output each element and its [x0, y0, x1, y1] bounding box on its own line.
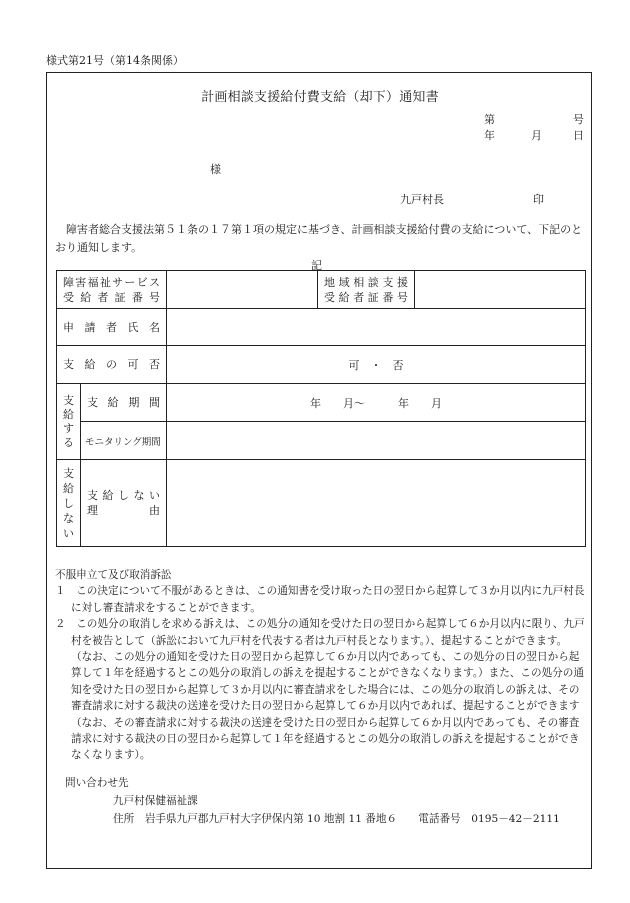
reason-label: 支給しない 理 由 — [81, 460, 167, 547]
approval-label: 支給の可否 — [57, 346, 167, 384]
table-row — [57, 309, 586, 346]
period-label: 支給期間 — [81, 384, 167, 422]
pay-group-label: 支 給 す る — [57, 384, 81, 460]
monitoring-period-value — [167, 422, 586, 460]
table-row — [57, 384, 586, 422]
appeal-notes — [55, 567, 587, 764]
notice-title: 計画相談支援給付費支給（却下）通知書 — [201, 90, 439, 105]
table-row — [57, 346, 586, 384]
year-label: 年 — [484, 129, 495, 142]
nopay-group-label: 支 給 し な い — [57, 460, 81, 547]
regional-cert-label: 地域相談支援 受給者証番号 — [318, 271, 415, 309]
table-row — [57, 422, 586, 460]
reason-value — [167, 460, 586, 547]
note-item-2-continued: （なお、この処分の通知を受けた日の翌日から起算して６か月以内であっても、この処分の日の翌日から起算して１年を経過するとこの処分の取消しの訴えを提起することができなくなります。）また、この処分の通知を受けた日の翌日から起算して３か月以内に審査請求をした場合には、この処分の取消しの訴えは、その審査請求に対する裁決の送達を受けた日の翌日から起算して６か月以内であれば、提起することができます（なお、その審査請求に対する裁決の送達を受けた日の翌日から起算して６か月以内であっても、その審査請求に対する裁決の日の翌日から起算して１年を経過するとこの処分の取消しの訴えを提起することができなくなります）。 — [71, 651, 584, 762]
table-row — [57, 271, 586, 309]
issuer-name: 九戸村長 — [400, 193, 444, 206]
note-item-1: １ この決定について不服があるときは、この通知書を受け取った日の翌日から起算して３か月以内に九戸村長に対し審査請求をすることができます。 — [55, 585, 585, 614]
notes-heading: 不服申立て及び取消訴訟 — [55, 569, 172, 581]
day-label: 日 — [573, 129, 584, 142]
notice-body: 障害者総合支援法第５１条の１７第１項の規定に基づき、計画相談支援給付費の支給について、下記のとおり通知します。 — [55, 223, 583, 254]
period-value: 年 月～ 年 月 — [167, 384, 586, 422]
seal-mark: 印 — [533, 193, 544, 206]
notice-frame — [46, 72, 592, 869]
contact-address: 住所 岩手県九戸郡九戸村大字伊保内第 10 地割 11 番地６ 電話番号 0195－42－2111 — [113, 813, 560, 825]
service-cert-value — [167, 271, 318, 309]
monitoring-period-label: モニタリング期間 — [81, 422, 167, 460]
recipient-honorific: 様 — [210, 163, 221, 176]
month-label: 月 — [531, 129, 542, 142]
contact-heading: 問い合わせ先 — [65, 777, 129, 789]
applicant-name-label: 申請者氏名 — [57, 309, 167, 346]
number-suffix: 号 — [573, 113, 584, 126]
approval-value: 可 ・ 否 — [167, 346, 586, 384]
service-cert-label: 障害福祉サービス 受給者証番号 — [57, 271, 167, 309]
form-number: 様式第21号（第14条関係） — [46, 54, 184, 67]
note-item-2: ２ この処分の取消しを求める訴えは、この処分の通知を受けた日の翌日から起算して６か月以内に限り、九戸村を被告として（訴訟において九戸村を代表する者は九戸村長となります。）、提起することができます。 — [55, 618, 585, 647]
notice-table — [56, 270, 586, 547]
regional-cert-value — [415, 271, 586, 309]
applicant-name-value — [167, 309, 586, 346]
number-prefix: 第 — [484, 113, 495, 126]
table-row — [57, 460, 586, 547]
ki-heading: 記 — [311, 259, 322, 272]
contact-department: 九戸村保健福祉課 — [113, 795, 198, 807]
